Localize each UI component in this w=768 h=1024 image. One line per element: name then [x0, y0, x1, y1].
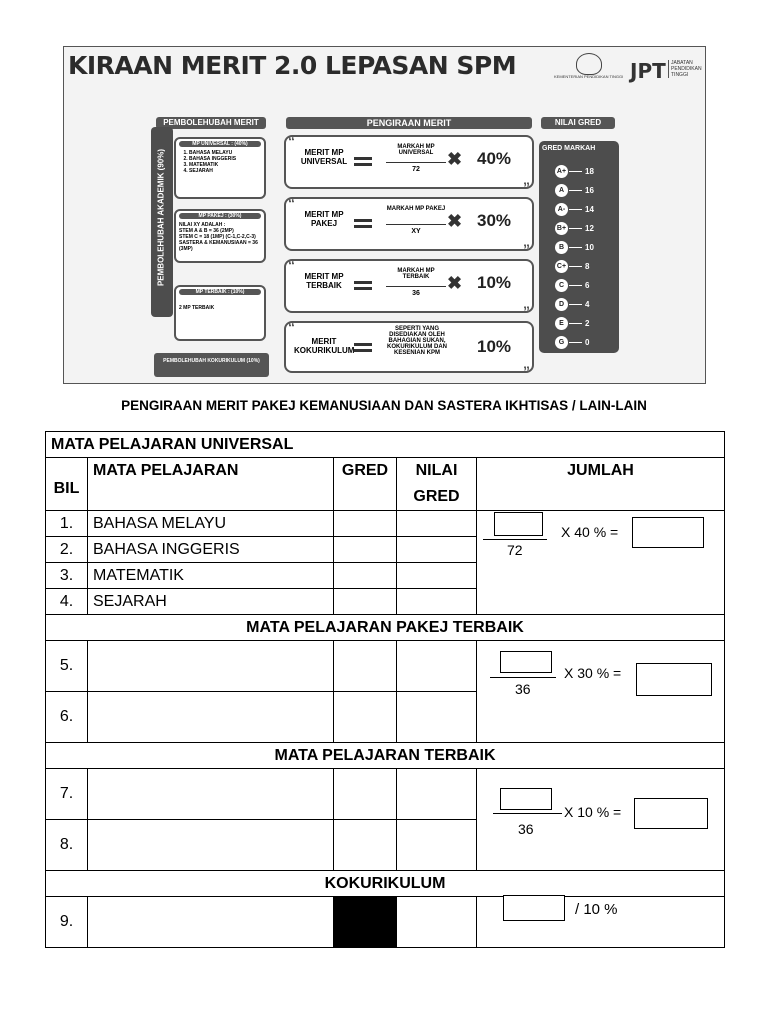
list-item: 3. MATEMATIK: [189, 162, 261, 168]
calc-denominator: 36: [515, 681, 531, 697]
subject-cell[interactable]: [88, 820, 334, 871]
value-header-line1: NILAI: [415, 462, 458, 479]
calc-denominator: 72: [507, 542, 523, 558]
merit-numerator: MARKAH MP UNIVERSAL: [397, 144, 435, 156]
table-row: [46, 769, 725, 820]
multiply-icon: ✖: [447, 211, 463, 231]
infographic-title: KIRAAN MERIT 2.0 LEPASAN SPM: [68, 51, 517, 80]
pengiraan-merit-header: PENGIRAAN MERIT: [286, 117, 532, 129]
grade-row: [555, 222, 619, 235]
close-quote-icon: ”: [523, 303, 530, 319]
list-item: 4. SEJARAH: [189, 168, 261, 174]
jpt-logo: JPT: [630, 59, 666, 83]
grade-mark: 12: [585, 224, 594, 233]
row-number: 3.: [46, 563, 88, 589]
akademik-vertical-label: PEMBOLEHUBAH AKADEMIK (90%): [156, 148, 166, 287]
result-box[interactable]: [632, 517, 704, 548]
multiply-icon: ✖: [447, 273, 463, 293]
value-cell[interactable]: [397, 563, 477, 589]
merit-universal-row: [284, 133, 534, 195]
close-quote-icon: ”: [523, 363, 530, 379]
equals-icon: [354, 219, 372, 222]
mp-universal-box: [174, 137, 266, 199]
subject-cell[interactable]: [88, 769, 334, 820]
row-number: 6.: [46, 692, 88, 743]
jpt-logo-subtext: JABATAN PENDIDIKAN TINGGI: [668, 60, 701, 78]
grade-mark: 10: [585, 243, 594, 252]
grade-letter: C: [555, 279, 568, 292]
merit-percent: 30%: [477, 211, 512, 230]
grade-row: [555, 298, 619, 311]
grade-mark: 2: [585, 319, 590, 328]
table-row: [46, 511, 725, 537]
merit-percent: 10%: [477, 337, 512, 356]
list-item: 1. BAHASA MELAYU: [189, 150, 261, 156]
grade-mark: 4: [585, 300, 590, 309]
pakej-line: SASTERA & KEMANUSIAAN = 36 (3MP): [179, 240, 258, 252]
grade-row: [555, 184, 619, 197]
merit-label: MERIT KOKURIKULUM: [294, 337, 355, 355]
subject-cell[interactable]: [88, 692, 334, 743]
open-quote-icon: “: [288, 257, 295, 273]
mp-universal-list: [179, 150, 261, 174]
blacked-out-cell: [334, 897, 397, 948]
grade-row: [555, 203, 619, 216]
grade-table: [539, 141, 619, 353]
grade-letter: A: [555, 184, 568, 197]
subject-cell: SEJARAH: [88, 589, 334, 615]
kokurikulum-section-title: KOKURIKULUM: [46, 871, 725, 897]
grade-mark: 0: [585, 338, 590, 347]
grade-connector: [569, 228, 582, 229]
result-box[interactable]: [636, 663, 712, 696]
grade-connector: [569, 304, 582, 305]
multiply-icon: ✖: [447, 149, 463, 169]
value-cell[interactable]: [397, 641, 477, 692]
grade-row: [555, 279, 619, 292]
close-quote-icon: ”: [523, 241, 530, 257]
grade-cell[interactable]: [334, 692, 397, 743]
value-cell[interactable]: [397, 537, 477, 563]
result-box[interactable]: [634, 798, 708, 829]
kokurikulum-variable-label: PEMBOLEHUBAH KOKURIKULUM (10%): [154, 353, 269, 377]
merit-denominator: XY: [411, 228, 421, 235]
open-quote-icon: “: [288, 133, 295, 149]
grade-letter: C+: [555, 260, 568, 273]
kpt-crest-logo: [576, 53, 602, 75]
grade-letter: A-: [555, 203, 568, 216]
terbaik-line: 2 MP TERBAIK: [179, 305, 215, 311]
table-row: [46, 432, 725, 458]
fraction-line: [490, 677, 556, 678]
universal-section-title: MATA PELAJARAN UNIVERSAL: [46, 432, 725, 458]
value-cell[interactable]: [397, 589, 477, 615]
value-cell[interactable]: [397, 769, 477, 820]
kokurikulum-percent-text: / 10 %: [575, 901, 618, 918]
grade-cell[interactable]: [334, 641, 397, 692]
universal-calc-cell: [477, 511, 725, 615]
fraction-line: [386, 162, 446, 163]
fraction-line: [493, 813, 562, 814]
calc-area: [477, 769, 725, 870]
merit-pakej-row: [284, 195, 534, 257]
value-header: [397, 458, 477, 511]
grade-letter: D: [555, 298, 568, 311]
kokurikulum-score-box[interactable]: [503, 895, 565, 921]
pakej-section-title: MATA PELAJARAN PAKEJ TERBAIK: [46, 615, 725, 641]
calc-operator: X 30 % =: [564, 665, 622, 681]
merit-numerator: MARKAH MP TERBAIK: [397, 268, 435, 280]
grade-connector: [569, 171, 582, 172]
pakej-line: STEM C = 18 (1MP) (C-1,C-2,C-3): [179, 234, 256, 240]
open-quote-icon: “: [288, 195, 295, 211]
terbaik-calc-cell: [477, 769, 725, 871]
merit-percent: 10%: [477, 273, 512, 292]
pembolehubah-merit-header: PEMBOLEHUBAH MERIT: [156, 117, 266, 129]
grade-row: [555, 241, 619, 254]
row-number: 7.: [46, 769, 88, 820]
calc-operator: X 10 % =: [564, 804, 622, 820]
merit-numerator: SEPERTI YANG DISEDIAKAN OLEH BAHAGIAN SUKAN, KOKURIKULUM DAN KESENIAN KPM: [387, 326, 447, 356]
table-row: [46, 743, 725, 769]
row-number: 9.: [46, 897, 88, 948]
merit-terbaik-row: [284, 257, 534, 319]
fraction-line: [483, 539, 547, 540]
fraction-line: [386, 224, 446, 225]
akademik-vertical-bar: [151, 127, 173, 317]
equals-icon: [354, 343, 372, 346]
merit-denominator: 36: [412, 290, 420, 297]
total-header: JUMLAH: [477, 458, 725, 511]
calc-denominator: 36: [518, 821, 534, 837]
calc-area: [477, 897, 725, 947]
grade-mark: 18: [585, 167, 594, 176]
grade-cell[interactable]: [334, 537, 397, 563]
grade-cell[interactable]: [334, 769, 397, 820]
grade-connector: [569, 323, 582, 324]
table-row: [46, 897, 725, 948]
subject-cell[interactable]: [88, 897, 334, 948]
mp-pakej-title: MP PAKEJ : (30%): [179, 213, 261, 219]
grade-mark: 6: [585, 281, 590, 290]
grade-letter: G: [555, 336, 568, 349]
table-row: [46, 615, 725, 641]
grade-letter: B: [555, 241, 568, 254]
subject-cell: BAHASA INGGERIS: [88, 537, 334, 563]
merit-percent: 40%: [477, 149, 512, 168]
grade-connector: [569, 190, 582, 191]
kpt-logo-text: KEMENTERIAN PENDIDIKAN TINGGI: [554, 74, 624, 79]
merit-kokurikulum-row: [284, 319, 534, 379]
merit-denominator: 72: [412, 166, 420, 173]
equals-icon: [354, 281, 372, 284]
grade-letter: E: [555, 317, 568, 330]
grade-connector: [569, 342, 582, 343]
mp-pakej-box: [174, 209, 266, 263]
row-number: 8.: [46, 820, 88, 871]
merit-worksheet-table: [45, 431, 725, 948]
calc-area: [477, 641, 725, 742]
subject-cell: BAHASA MELAYU: [88, 511, 334, 537]
list-item: 2. BAHASA INGGERIS: [189, 156, 261, 162]
grade-letter: A+: [555, 165, 568, 178]
calc-operator: X 40 % =: [561, 524, 619, 540]
equals-icon: [354, 157, 372, 160]
grade-cell[interactable]: [334, 820, 397, 871]
mp-terbaik-box: [174, 285, 266, 341]
numerator-box[interactable]: [494, 512, 543, 536]
row-number: 5.: [46, 641, 88, 692]
table-row: [46, 871, 725, 897]
grade-cell[interactable]: [334, 589, 397, 615]
grade-connector: [569, 266, 582, 267]
row-number: 4.: [46, 589, 88, 615]
row-number: 2.: [46, 537, 88, 563]
subject-cell: MATEMATIK: [88, 563, 334, 589]
open-quote-icon: “: [288, 319, 295, 335]
value-cell[interactable]: [397, 692, 477, 743]
grade-mark: 8: [585, 262, 590, 271]
kokurikulum-calc-cell: [477, 897, 725, 948]
grade-row: [555, 317, 619, 330]
pakej-line: STEM A & B = 36 (2MP): [179, 228, 234, 234]
merit-label: MERIT MP PAKEJ: [304, 210, 344, 228]
table-row: [46, 458, 725, 511]
subject-cell[interactable]: [88, 641, 334, 692]
grade-letter: B+: [555, 222, 568, 235]
grade-row: [555, 165, 619, 178]
pakej-calc-cell: [477, 641, 725, 743]
value-cell[interactable]: [397, 511, 477, 537]
grade-mark: 14: [585, 205, 594, 214]
pakej-line: NILAI XY ADALAH :: [179, 222, 226, 228]
value-cell[interactable]: [397, 897, 477, 948]
mp-universal-title: MP UNIVERSAL : (40%): [179, 141, 261, 147]
merit-label: MERIT MP TERBAIK: [304, 272, 344, 290]
terbaik-section-title: MATA PELAJARAN TERBAIK: [46, 743, 725, 769]
grade-row: [555, 260, 619, 273]
mp-terbaik-title: MP TERBAIK : (10%): [179, 289, 261, 295]
grade-connector: [569, 209, 582, 210]
merit-label: MERIT MP UNIVERSAL: [300, 148, 348, 166]
numerator-box[interactable]: [500, 788, 552, 810]
numerator-box[interactable]: [500, 651, 552, 673]
grade-header: GRED: [334, 458, 397, 511]
grade-connector: [569, 247, 582, 248]
grade-mark: 16: [585, 186, 594, 195]
subject-header: MATA PELAJARAN: [88, 458, 334, 511]
grade-table-title: GRED MARKAH: [542, 145, 596, 152]
merit-numerator: MARKAH MP PAKEJ: [386, 206, 446, 212]
grade-cell[interactable]: [334, 511, 397, 537]
value-header-line2: GRED: [413, 488, 460, 505]
grade-cell[interactable]: [334, 563, 397, 589]
nilai-gred-header: NILAI GRED: [541, 117, 615, 129]
grade-row: [555, 336, 619, 349]
table-row: [46, 641, 725, 692]
calc-area: [477, 511, 725, 614]
merit-infographic: [63, 46, 706, 384]
grade-connector: [569, 285, 582, 286]
value-cell[interactable]: [397, 820, 477, 871]
fraction-line: [386, 286, 446, 287]
bil-header: BIL: [46, 458, 88, 511]
worksheet-title: PENGIRAAN MERIT PAKEJ KEMANUSIAAN DAN SASTERA IKHTISAS / LAIN-LAIN: [121, 398, 647, 413]
close-quote-icon: ”: [523, 179, 530, 195]
row-number: 1.: [46, 511, 88, 537]
